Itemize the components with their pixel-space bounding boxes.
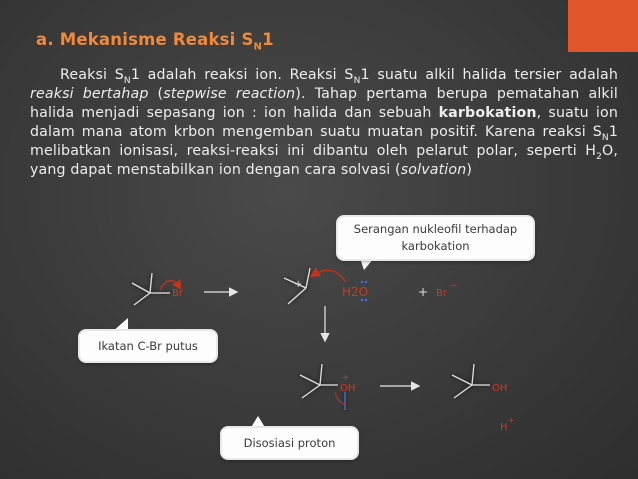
- callout-nucleophile-attack: Serangan nukleofil terhadap karbokation: [338, 217, 533, 259]
- plus-sign: +: [418, 285, 429, 299]
- water-label: H2O: [342, 285, 369, 299]
- bromide-charge: −: [450, 281, 458, 291]
- product-oh-label: OH: [492, 383, 508, 394]
- callout-proton-loss: Disosiasi proton: [222, 428, 357, 458]
- oxonium-oh-label: OH: [340, 383, 356, 394]
- section-heading: a. Mekanisme Reaksi $S_N1$: [36, 30, 274, 53]
- callout-pointer-bond: [112, 318, 128, 332]
- tert-butyl-alcohol: [452, 364, 490, 398]
- callout-pointer-nucleophile: [360, 258, 374, 270]
- proton-charge: +: [508, 416, 515, 425]
- tert-butyl-bromide: [132, 273, 170, 305]
- carbocation-charge: +: [294, 279, 303, 290]
- oxonium-charge: +: [342, 373, 350, 383]
- callout-bond-break: Ikatan C-Br putus: [80, 331, 216, 361]
- bromine-label: Br: [172, 288, 183, 299]
- oxonium-intermediate: [300, 364, 345, 410]
- nucleophile-attack-arrow: [312, 270, 346, 282]
- body-paragraph: Reaksi $S_N1$ adalah reaksi ion. Reaksi $S_N1$ suatu alkil halida tersier adalah reaksi bertahap (stepwise reaction). Tahap pertama berupa pematahan alkil halida menjadi sepasang ion : ion halida dan sebuah karbokation, suatu ion dalam mana atom krbon mengemban suatu muatan positif. Karena reaksi $S_N1$ melibatkan ionisasi, reaksi-reaksi ini dibantu oleh pelarut polar, seperti $H_2O$, yang dapat menstabilkan ion dengan cara solvasi (solvation): [30, 67, 618, 179]
- bromide-ion-label: Br: [436, 288, 447, 299]
- proton-label: H: [500, 422, 508, 433]
